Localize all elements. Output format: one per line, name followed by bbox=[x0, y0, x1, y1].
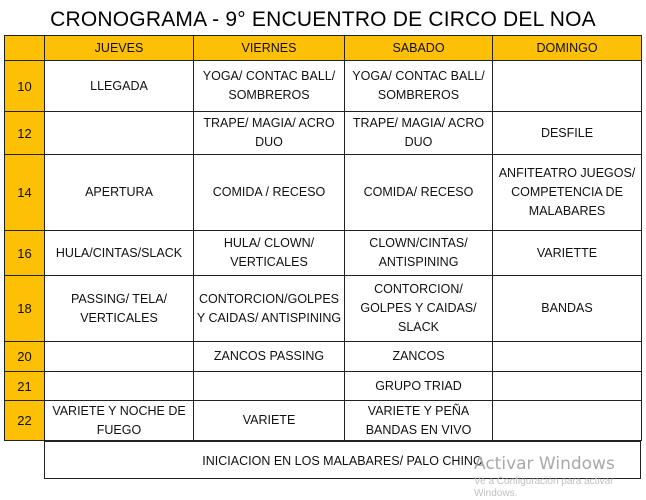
page-title: CRONOGRAMA - 9° ENCUENTRO DE CIRCO DEL NOA bbox=[50, 8, 596, 31]
activity-cell: APERTURA bbox=[45, 155, 194, 231]
hour-cell: 18 bbox=[5, 276, 45, 342]
table-row bbox=[5, 372, 642, 401]
activity-cell: VARIETTE bbox=[493, 231, 642, 276]
activity-cell: CLOWN/CINTAS/ ANTISPINING bbox=[345, 231, 493, 276]
table-row bbox=[5, 61, 642, 112]
hour-cell: 10 bbox=[5, 61, 45, 112]
activity-cell bbox=[45, 342, 194, 372]
activity-cell bbox=[493, 372, 642, 401]
activity-cell: TRAPE/ MAGIA/ ACRO DUO bbox=[194, 112, 345, 155]
footer-note: INICIACION EN LOS MALABARES/ PALO CHINO bbox=[44, 441, 641, 479]
activity-cell: GRUPO TRIAD bbox=[345, 372, 493, 401]
activity-cell: HULA/ CLOWN/ VERTICALES bbox=[194, 231, 345, 276]
activation-watermark: Activar Windows bbox=[474, 454, 615, 474]
hour-cell: 20 bbox=[5, 342, 45, 372]
activity-cell: CONTORCION/GOLPES Y CAIDAS/ ANTISPINING bbox=[194, 276, 345, 342]
header-row bbox=[5, 36, 642, 61]
activity-cell: DESFILE bbox=[493, 112, 642, 155]
activity-cell: CONTORCION/ GOLPES Y CAIDAS/ SLACK bbox=[345, 276, 493, 342]
activity-cell: ZANCOS PASSING bbox=[194, 342, 345, 372]
activity-cell: COMIDA/ RECESO bbox=[345, 155, 493, 231]
table-row bbox=[5, 231, 642, 276]
table-row bbox=[5, 276, 642, 342]
schedule-table bbox=[4, 35, 642, 441]
corner-cell bbox=[5, 36, 45, 61]
table-row bbox=[5, 155, 642, 231]
day-header-viernes: VIERNES bbox=[194, 36, 345, 61]
activity-cell: VARIETE Y PEÑA BANDAS EN VIVO bbox=[345, 401, 493, 441]
day-header-jueves: JUEVES bbox=[45, 36, 194, 61]
day-header-domingo: DOMINGO bbox=[493, 36, 642, 61]
table-row bbox=[5, 112, 642, 155]
hour-cell: 16 bbox=[5, 231, 45, 276]
activity-cell bbox=[493, 61, 642, 112]
activity-cell bbox=[493, 342, 642, 372]
activation-watermark-subtext: Ve a Configuración para activar Windows. bbox=[474, 476, 614, 499]
activity-cell: ZANCOS bbox=[345, 342, 493, 372]
hour-cell: 12 bbox=[5, 112, 45, 155]
activity-cell: VARIETE Y NOCHE DE FUEGO bbox=[45, 401, 194, 441]
hour-cell: 22 bbox=[5, 401, 45, 441]
activity-cell: ANFITEATRO JUEGOS/ COMPETENCIA DE MALABARES bbox=[493, 155, 642, 231]
activity-cell: VARIETE bbox=[194, 401, 345, 441]
hour-cell: 21 bbox=[5, 372, 45, 401]
activity-cell bbox=[493, 401, 642, 441]
activity-cell bbox=[194, 372, 345, 401]
table-row bbox=[5, 342, 642, 372]
table-row bbox=[5, 401, 642, 441]
activity-cell: BANDAS bbox=[493, 276, 642, 342]
activity-cell: COMIDA / RECESO bbox=[194, 155, 345, 231]
activity-cell: PASSING/ TELA/ VERTICALES bbox=[45, 276, 194, 342]
day-header-sabado: SABADO bbox=[345, 36, 493, 61]
activity-cell: HULA/CINTAS/SLACK bbox=[45, 231, 194, 276]
hour-cell: 14 bbox=[5, 155, 45, 231]
activity-cell bbox=[45, 112, 194, 155]
activity-cell: YOGA/ CONTAC BALL/ SOMBREROS bbox=[345, 61, 493, 112]
activity-cell: LLEGADA bbox=[45, 61, 194, 112]
activity-cell: TRAPE/ MAGIA/ ACRO DUO bbox=[345, 112, 493, 155]
activity-cell: YOGA/ CONTAC BALL/ SOMBREROS bbox=[194, 61, 345, 112]
activity-cell bbox=[45, 372, 194, 401]
